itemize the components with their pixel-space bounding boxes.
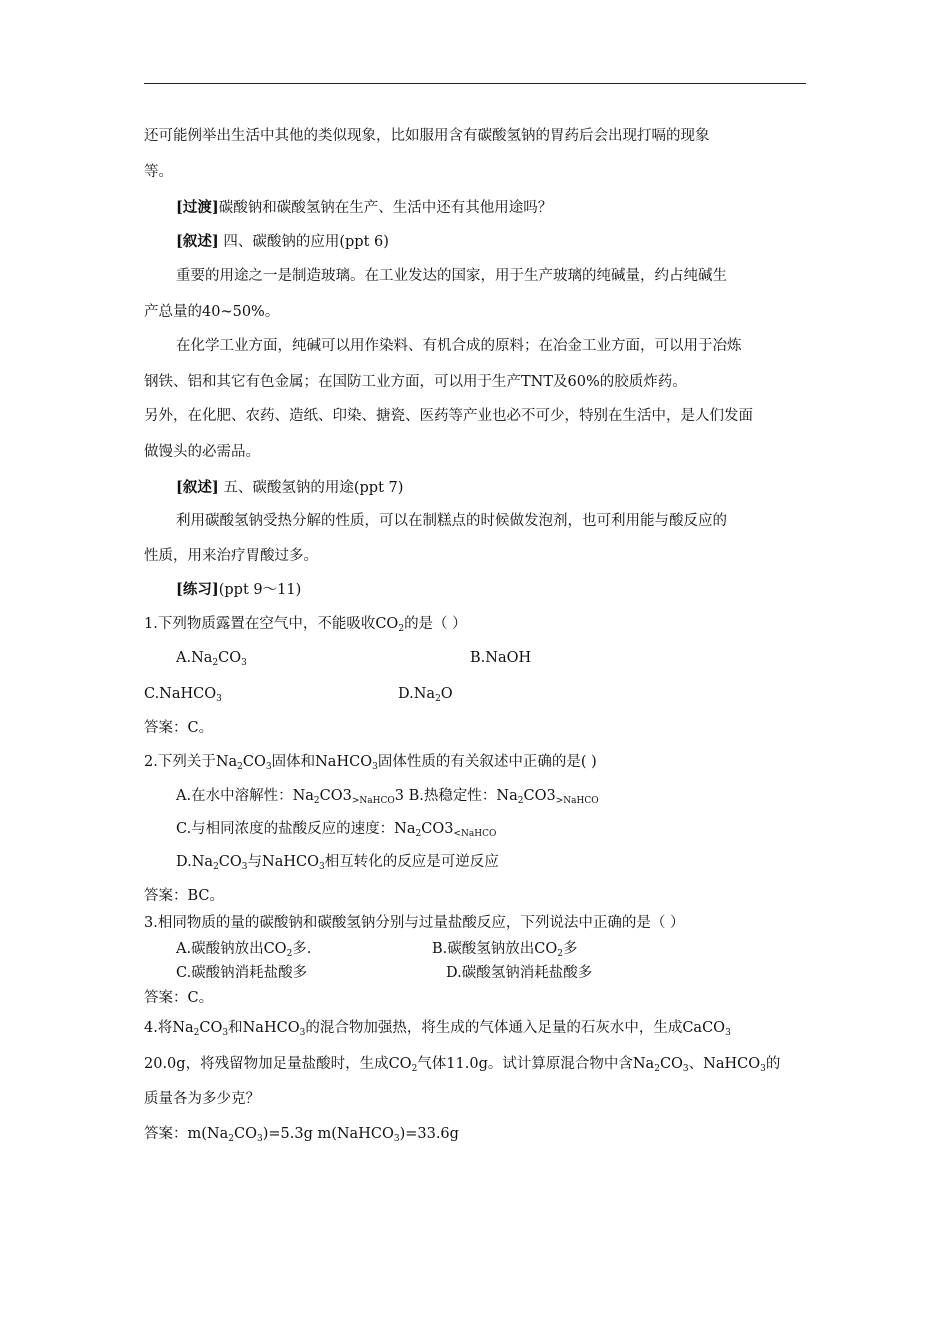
line-text: 四、碳酸钠的应用(ppt 6)	[218, 234, 389, 250]
paragraph-line: 重要的用途之一是制造玻璃。在工业发达的国家，用于生产玻璃的纯碱量，约占纯碱生	[176, 268, 727, 284]
answer-3: 答案：C。	[144, 990, 214, 1006]
answer-4: 答案：$m(Na_2CO_3)=5.3g$ m(NaHCO$_3$)=33.6g	[144, 1126, 459, 1144]
transition-line	[176, 198, 552, 218]
question-4-cont: 质量各为多少克？	[144, 1091, 260, 1107]
section-tag: [练习]	[176, 581, 219, 598]
header-rule	[144, 83, 806, 84]
section-tag: [过渡]	[176, 199, 219, 216]
question-4: 4.将$Na_2CO_3$和NaHCO$_3$的混合物加强热，将生成的气体通入足量的石灰水中，生成CaCO$_3$	[144, 1020, 731, 1038]
paragraph-line: 性质，用来治疗胃酸过多。	[144, 548, 318, 564]
paragraph-line: 还可能例举出生活中其他的类似现象，比如服用含有碳酸氢钠的胃药后会出现打嗝的现象	[144, 128, 710, 144]
option-a: $A.Na_2CO_3$	[176, 650, 247, 668]
paragraph-line: 等。	[144, 164, 173, 180]
line-text: 碳酸钠和碳酸氢钠在生产、生活中还有其他用途吗？	[218, 200, 553, 216]
question-1: 1.下列物质露置在空气中，不能吸收$CO_2$的是（ ）	[144, 616, 467, 634]
option-c: C.NaHCO$_3$	[144, 686, 222, 704]
option-c: C.碳酸钠消耗盐酸多	[176, 965, 308, 981]
paragraph-line: 做馒头的必需品。	[144, 444, 260, 460]
section-heading	[176, 232, 389, 252]
section-heading	[176, 478, 403, 498]
section-tag: [叙述]	[176, 233, 219, 250]
option-a-b: A.在水中溶解性：$Na_2CO3_{>NaHCO}3$ B.热稳定性：$Na_2CO3_{>NaHCO}$	[176, 788, 599, 806]
paragraph-line: 另外，在化肥、农药、造纸、印染、搪瓷、医药等产业也必不可少，特别在生活中，是人们发面	[144, 408, 753, 424]
paragraph-line: 钢铁、铝和其它有色金属；在国防工业方面，可以用于生产TNT及60%的胶质炸药。	[144, 374, 687, 390]
option-c: C.与相同浓度的盐酸反应的速度：$Na_2CO3_{<NaHCO}$	[176, 821, 497, 839]
paragraph-line: 产总量的40~50%。	[144, 304, 280, 320]
exercise-heading	[176, 580, 301, 600]
option-a: A.碳酸钠放出$CO_2$多.	[176, 941, 312, 959]
answer-2: 答案：BC。	[144, 888, 225, 904]
question-3: 3.相同物质的量的碳酸钠和碳酸氢钠分别与过量盐酸反应，下列说法中正确的是（ ）	[144, 915, 685, 931]
question-4-cont: 20.0g，将残留物加足量盐酸时，生成$CO_2$气体11.0g。试计算原混合物中含$Na_2CO_3$、NaHCO$_3$的	[144, 1056, 781, 1074]
paragraph-line: 在化学工业方面，纯碱可以用作染料、有机合成的原料；在冶金工业方面，可以用于冶炼	[176, 338, 742, 354]
answer-1: 答案：C。	[144, 720, 214, 736]
line-text: (ppt 9～11)	[218, 582, 302, 598]
option-d: D.碳酸氢钠消耗盐酸多	[446, 965, 593, 981]
option-d: $D.Na_2CO_3$与NaHCO$_3$相互转化的反应是可逆反应	[176, 854, 499, 872]
line-text: 五、碳酸氢钠的用途(ppt 7)	[218, 480, 404, 496]
section-tag: [叙述]	[176, 479, 219, 496]
option-b: B.碳酸氢钠放出$CO_2$多	[432, 941, 578, 959]
paragraph-line: 利用碳酸氢钠受热分解的性质，可以在制糕点的时候做发泡剂，也可利用能与酸反应的	[176, 513, 727, 529]
option-d: $D.Na_2O$	[398, 686, 453, 704]
option-b: B.NaOH	[470, 650, 532, 666]
question-2: 2.下列关于$Na_2CO_3$固体和NaHCO$_3$固体性质的有关叙述中正确的是( )	[144, 754, 597, 772]
